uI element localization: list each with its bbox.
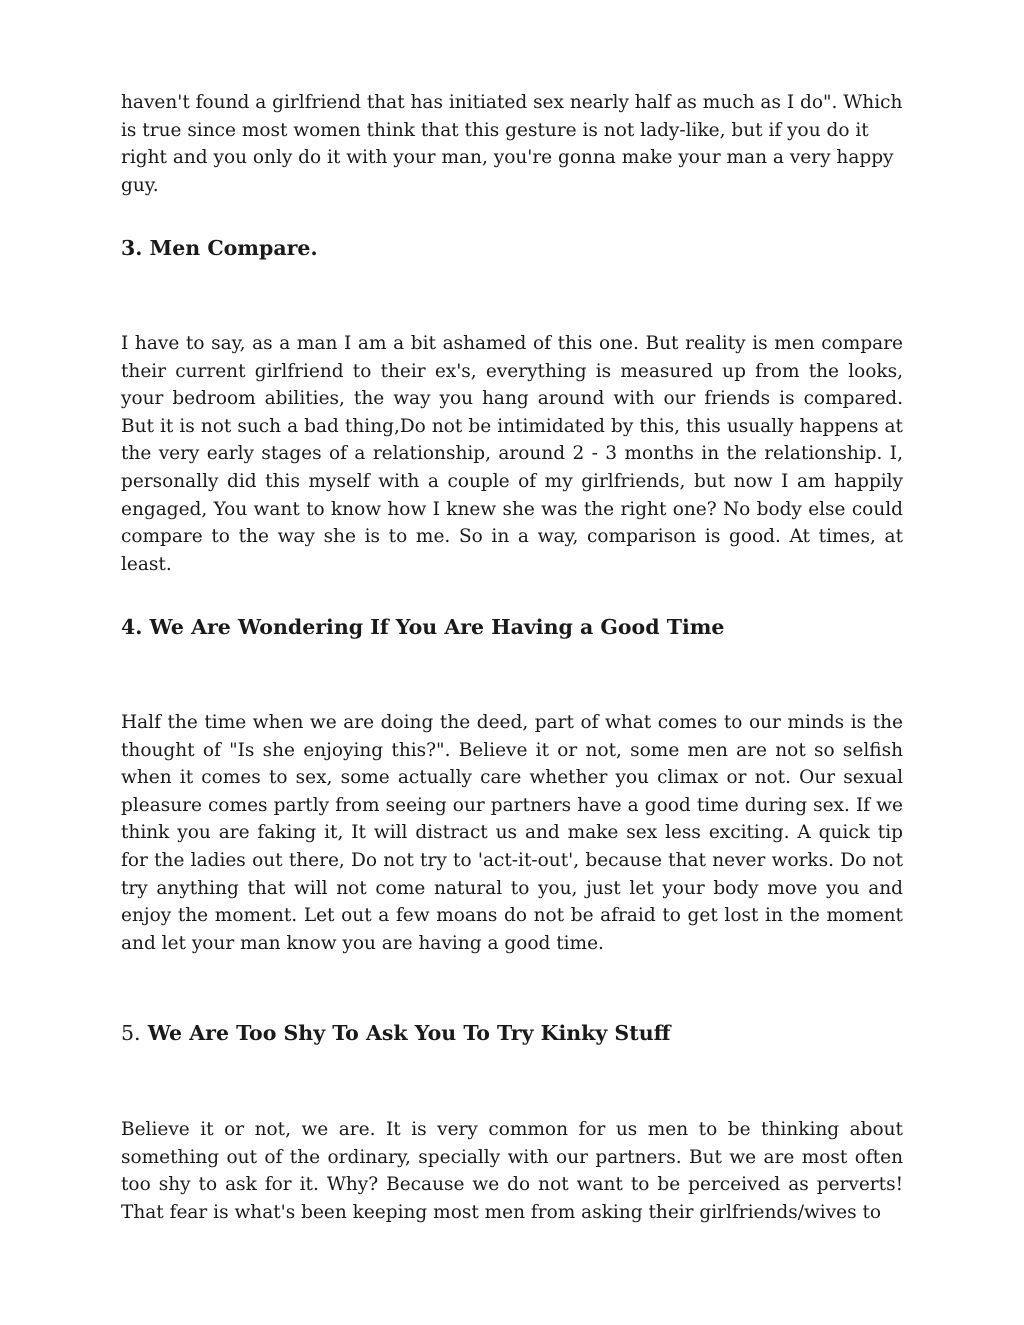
heading-number: 5. [121, 1021, 141, 1045]
heading-good-time: 4. We Are Wondering If You Are Having a Good Time [121, 615, 725, 639]
paragraph-intro: haven't found a girlfriend that has initiated sex nearly half as much as I do". Which is true since most women think that this gesture is not lady-like, but if you do it right and you only do it with your man, you're gonna make your man a very happy guy. [121, 92, 903, 196]
paragraph-kinky-stuff: Believe it or not, we are. It is very common for us men to be thinking about something out of the ordinary, specially with our partners. But we are most often too shy to ask for it. Why? Because we do not want to be perceived as perverts! That fear is what's been keeping most men from asking their girlfriends/wives to [121, 1119, 903, 1223]
heading-men-compare: 3. Men Compare. [121, 236, 318, 260]
paragraph-good-time: Half the time when we are doing the deed, part of what comes to our minds is the thought of "Is she enjoying this?". Believe it or not, some men are not so selfish when it comes to sex, some actually care whether you climax or not. Our sexual pleasure comes partly from seeing our partners have a good time during sex. If we think you are faking it, It will distract us and make sex less exciting. A quick tip for the ladies out there, Do not try to 'act-it-out', because that never works. Do not try anything that will not come natural to you, just let your body move you and enjoy the moment. Let out a few moans do not be afraid to get lost in the moment and let your man know you are having a good time. [121, 712, 903, 954]
paragraph-men-compare: I have to say, as a man I am a bit ashamed of this one. But reality is men compare their current girlfriend to their ex's, everything is measured up from the looks, your bedroom abilities, the way you hang around with our friends is compared. But it is not such a bad thing,Do not be intimidated by this, this usually happens at the very early stages of a relationship, around 2 - 3 months in the relationship. I, personally did this myself with a couple of my girlfriends, but now I am happily engaged, You want to know how I knew she was the right one? No body else could compare to the way she is to me. So in a way, comparison is good. At times, at least. [121, 333, 903, 575]
heading-kinky-stuff [121, 1019, 903, 1047]
heading-title: We Are Too Shy To Ask You To Try Kinky Stuff [147, 1021, 671, 1045]
